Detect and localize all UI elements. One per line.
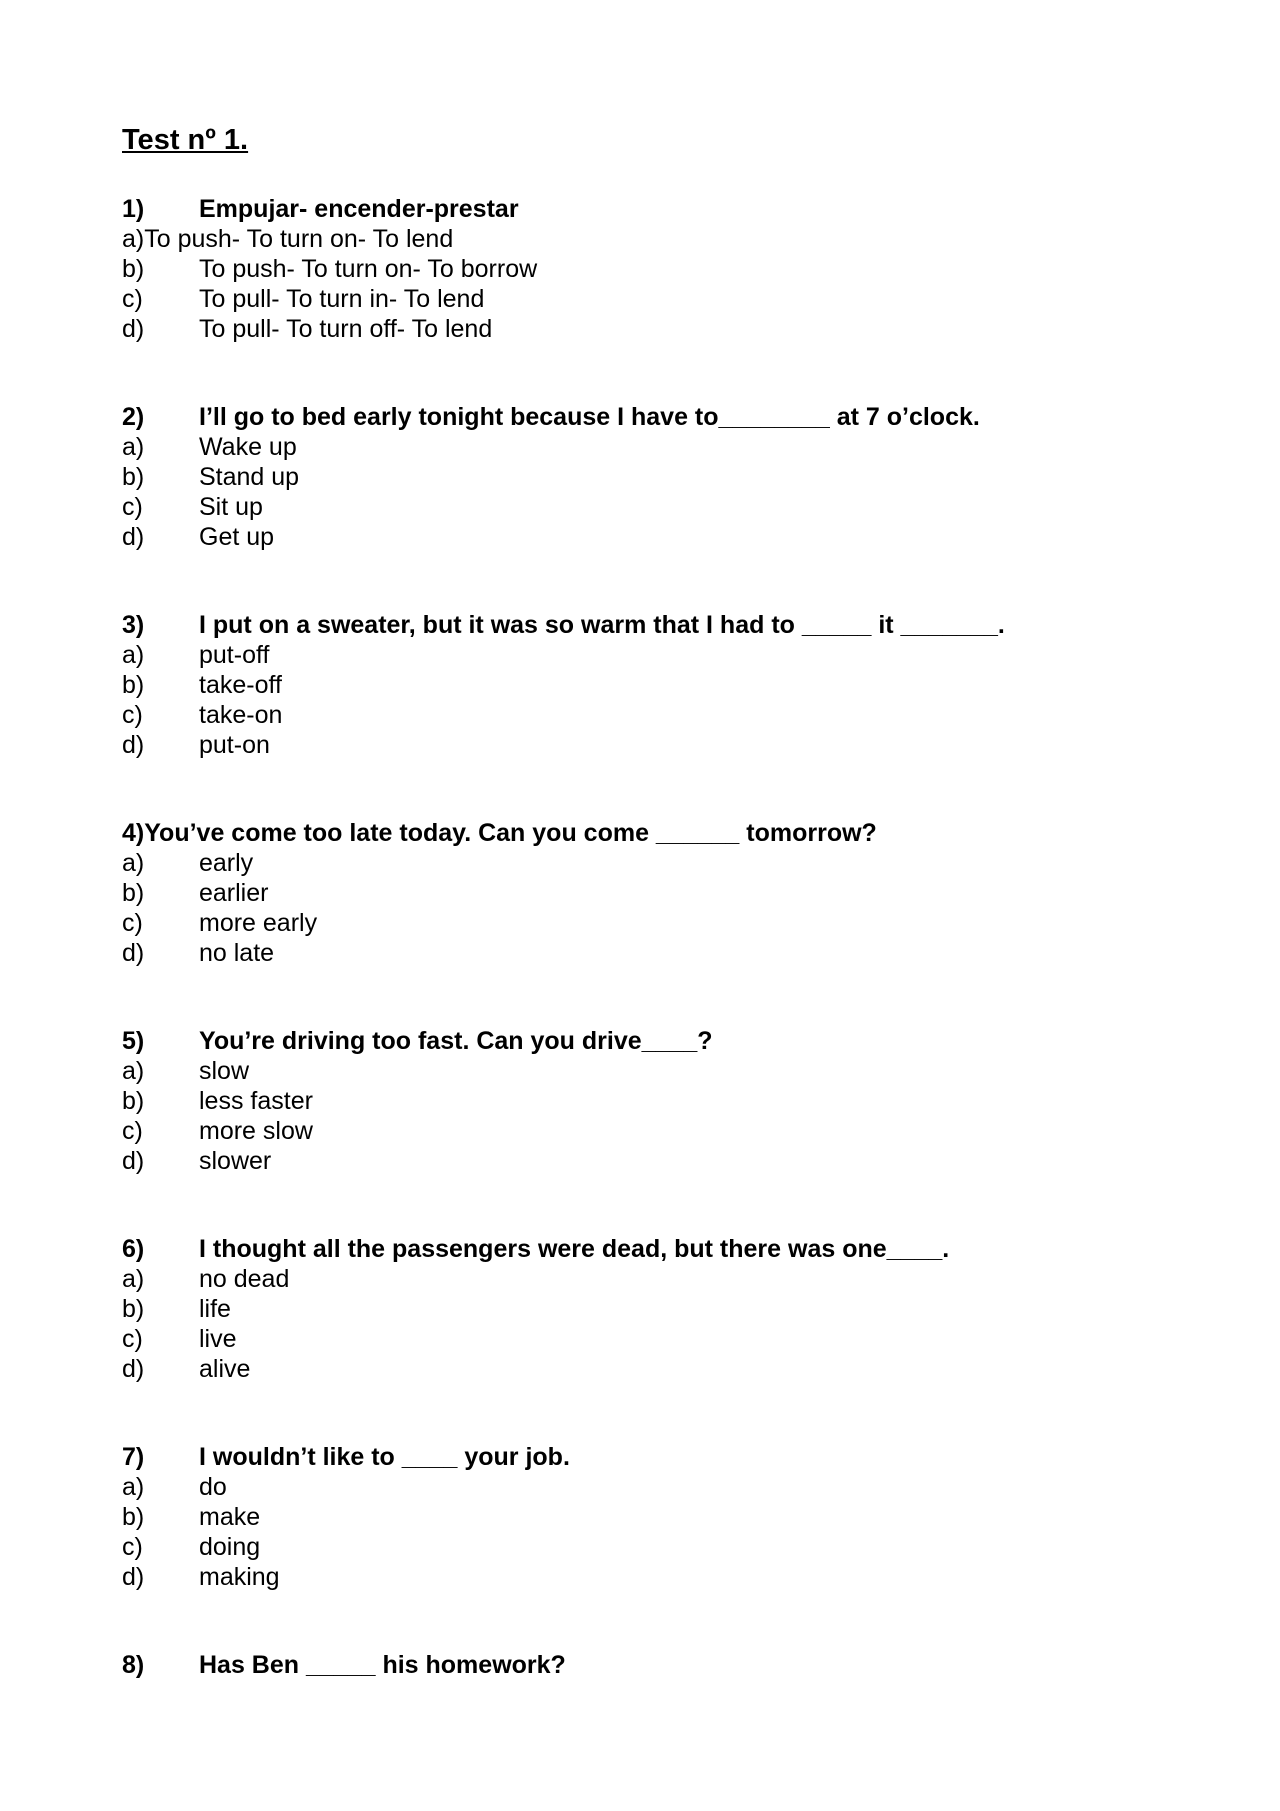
option-letter: d) xyxy=(122,1355,145,1383)
answer-option xyxy=(122,700,1222,730)
question-line xyxy=(122,610,1222,640)
option-text: To push- To turn on- To borrow xyxy=(199,255,538,283)
option-letter: c) xyxy=(122,285,143,313)
option-text: Wake up xyxy=(199,433,297,461)
question-1 xyxy=(122,194,1222,344)
question-text: Has Ben _____ his homework? xyxy=(199,1651,566,1679)
option-text: no dead xyxy=(199,1265,290,1293)
option-text: Stand up xyxy=(199,463,300,491)
question-line xyxy=(122,1442,1222,1472)
answer-option xyxy=(122,224,1222,254)
option-text: put-off xyxy=(199,641,270,669)
option-letter: c) xyxy=(122,1325,143,1353)
answer-option xyxy=(122,254,1222,284)
answer-option xyxy=(122,284,1222,314)
option-text: slow xyxy=(199,1057,250,1085)
option-text: earlier xyxy=(199,879,269,907)
option-letter: b) xyxy=(122,463,145,491)
question-line xyxy=(122,194,1222,224)
answer-option xyxy=(122,670,1222,700)
option-text: To push- To turn on- To lend xyxy=(144,225,454,253)
option-letter: c) xyxy=(122,1117,143,1145)
question-4 xyxy=(122,818,1222,968)
option-letter: a) xyxy=(122,433,145,461)
option-letter: d) xyxy=(122,315,145,343)
answer-option xyxy=(122,462,1222,492)
option-text: put-on xyxy=(199,731,270,759)
option-text: life xyxy=(199,1295,231,1323)
option-letter: c) xyxy=(122,1533,143,1561)
question-6 xyxy=(122,1234,1222,1384)
question-text: I put on a sweater, but it was so warm that I had to _____ it _______. xyxy=(199,611,1005,639)
option-text: make xyxy=(199,1503,261,1531)
option-text: early xyxy=(199,849,254,877)
option-text: take-off xyxy=(199,671,282,699)
option-letter: d) xyxy=(122,939,145,967)
question-number: 8) xyxy=(122,1651,145,1679)
answer-option xyxy=(122,848,1222,878)
option-letter: a) xyxy=(122,1265,145,1293)
option-letter: c) xyxy=(122,701,143,729)
answer-option xyxy=(122,314,1222,344)
page-title: Test nº 1. xyxy=(122,124,249,156)
question-line xyxy=(122,1234,1222,1264)
option-letter: a) xyxy=(122,1473,145,1501)
question-text: Empujar- encender-prestar xyxy=(199,195,519,223)
option-letter: c) xyxy=(122,909,143,937)
option-letter: b) xyxy=(122,671,145,699)
option-letter: a) xyxy=(122,1057,145,1085)
answer-option xyxy=(122,640,1222,670)
question-text: I wouldn’t like to ____ your job. xyxy=(199,1443,570,1471)
answer-option xyxy=(122,878,1222,908)
question-text: I’ll go to bed early tonight because I have to________ at 7 o’clock. xyxy=(199,403,980,431)
question-line xyxy=(122,1650,1222,1680)
answer-option xyxy=(122,1472,1222,1502)
option-text: more slow xyxy=(199,1117,313,1145)
option-letter: a) xyxy=(122,225,145,253)
question-number: 1) xyxy=(122,195,145,223)
answer-option xyxy=(122,1086,1222,1116)
option-text: alive xyxy=(199,1355,251,1383)
option-text: Get up xyxy=(199,523,275,551)
question-8 xyxy=(122,1650,1222,1680)
question-7 xyxy=(122,1442,1222,1592)
option-letter: a) xyxy=(122,849,145,877)
option-letter: d) xyxy=(122,731,145,759)
question-number: 3) xyxy=(122,611,145,639)
answer-option xyxy=(122,1264,1222,1294)
answer-option xyxy=(122,1116,1222,1146)
question-line xyxy=(122,818,1222,848)
option-letter: b) xyxy=(122,255,145,283)
question-text: I thought all the passengers were dead, but there was one____. xyxy=(199,1235,950,1263)
option-letter: b) xyxy=(122,1295,145,1323)
option-letter: c) xyxy=(122,493,143,521)
question-line xyxy=(122,1026,1222,1056)
question-3 xyxy=(122,610,1222,760)
answer-option xyxy=(122,492,1222,522)
answer-option xyxy=(122,1056,1222,1086)
option-text: take-on xyxy=(199,701,283,729)
question-number: 6) xyxy=(122,1235,145,1263)
question-line xyxy=(122,402,1222,432)
question-text: You’re driving too fast. Can you drive____? xyxy=(199,1027,713,1055)
answer-option xyxy=(122,1532,1222,1562)
option-letter: d) xyxy=(122,1563,145,1591)
answer-option xyxy=(122,1354,1222,1384)
answer-option xyxy=(122,1324,1222,1354)
question-number: 2) xyxy=(122,403,145,431)
option-text: more early xyxy=(199,909,318,937)
answer-option xyxy=(122,908,1222,938)
question-text: You’ve come too late today. Can you come ______ tomorrow? xyxy=(144,819,877,847)
question-5 xyxy=(122,1026,1222,1176)
answer-option xyxy=(122,432,1222,462)
option-text: slower xyxy=(199,1147,272,1175)
answer-option xyxy=(122,1502,1222,1532)
option-letter: b) xyxy=(122,1087,145,1115)
answer-option xyxy=(122,938,1222,968)
question-number: 4) xyxy=(122,819,145,847)
answer-option xyxy=(122,1562,1222,1592)
option-text: less faster xyxy=(199,1087,313,1115)
question-number: 7) xyxy=(122,1443,145,1471)
option-text: To pull- To turn in- To lend xyxy=(199,285,485,313)
question-number: 5) xyxy=(122,1027,145,1055)
option-text: doing xyxy=(199,1533,261,1561)
option-text: live xyxy=(199,1325,237,1353)
option-letter: d) xyxy=(122,1147,145,1175)
option-letter: b) xyxy=(122,1503,145,1531)
option-letter: a) xyxy=(122,641,145,669)
option-text: To pull- To turn off- To lend xyxy=(199,315,493,343)
answer-option xyxy=(122,522,1222,552)
option-text: do xyxy=(199,1473,227,1501)
answer-option xyxy=(122,1294,1222,1324)
option-letter: b) xyxy=(122,879,145,907)
option-text: Sit up xyxy=(199,493,263,521)
option-letter: d) xyxy=(122,523,145,551)
question-2 xyxy=(122,402,1222,552)
answer-option xyxy=(122,1146,1222,1176)
option-text: no late xyxy=(199,939,275,967)
answer-option xyxy=(122,730,1222,760)
option-text: making xyxy=(199,1563,280,1591)
